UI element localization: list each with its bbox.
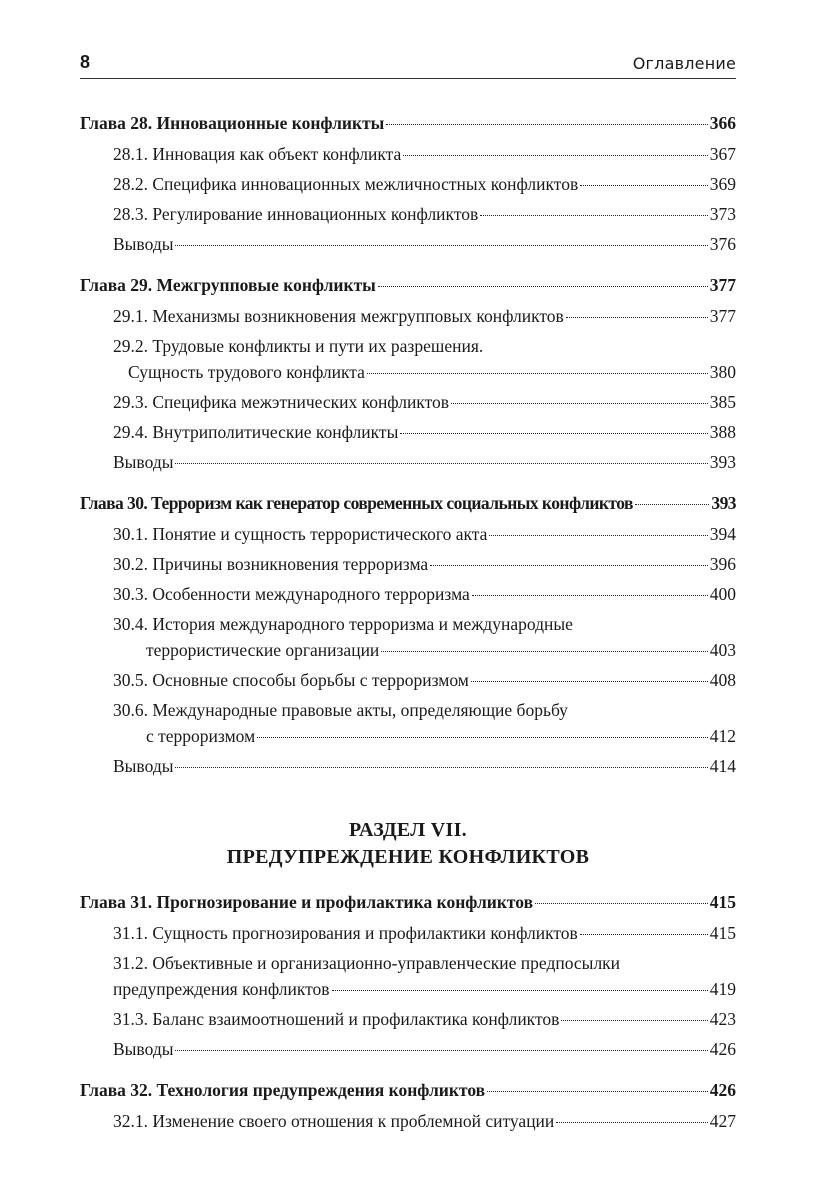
toc-item-31-conclusions[interactable] <box>80 1036 736 1062</box>
dot-leader <box>175 463 707 464</box>
section-number: РАЗДЕЛ VII. <box>349 819 467 841</box>
toc-item-30-6[interactable] <box>80 697 736 749</box>
dot-leader <box>257 737 708 738</box>
dot-leader <box>556 1122 707 1123</box>
chapter-title: Глава 28. Инновационные конфликты <box>80 113 385 133</box>
dot-leader <box>175 1050 707 1051</box>
item-label: 30.5. Основные способы борьбы с терроризмом <box>113 670 469 690</box>
dot-leader <box>535 903 708 904</box>
chapter-title: Глава 32. Технология предупреждения конфликтов <box>80 1080 486 1100</box>
page-ref: 403 <box>709 640 736 660</box>
dot-leader <box>175 245 707 246</box>
toc-chapter-28[interactable] <box>80 110 736 136</box>
page-ref: 400 <box>709 584 736 604</box>
item-label: 30.1. Понятие и сущность террористического акта <box>113 524 488 544</box>
page-ref: 367 <box>709 144 736 164</box>
dot-leader <box>400 433 707 434</box>
item-label: 29.1. Механизмы возникновения межгрупповых конфликтов <box>113 306 564 326</box>
page-ref: 394 <box>709 524 736 544</box>
item-label: террористические организации <box>146 640 380 660</box>
page-ref: 426 <box>709 1080 736 1100</box>
dot-leader <box>580 934 708 935</box>
item-label: предупреждения конфликтов <box>113 979 330 999</box>
page-ref: 393 <box>711 493 736 513</box>
toc-item-28-3[interactable] <box>80 201 736 227</box>
dot-leader <box>381 651 707 652</box>
dot-leader <box>332 990 708 991</box>
dot-leader <box>175 767 707 768</box>
page-ref: 380 <box>709 362 736 382</box>
dot-leader <box>378 286 708 287</box>
toc-chapter-32[interactable] <box>80 1077 736 1103</box>
toc-item-30-5[interactable] <box>80 667 736 693</box>
dot-leader <box>566 317 708 318</box>
dot-leader <box>487 1091 708 1092</box>
page-ref: 426 <box>709 1039 736 1059</box>
dot-leader <box>451 403 708 404</box>
toc-item-31-1[interactable] <box>80 920 736 946</box>
page-ref: 423 <box>709 1009 736 1029</box>
item-label: 31.1. Сущность прогнозирования и профилактики конфликтов <box>113 923 578 943</box>
chapter-title: Глава 30. Терроризм как генератор современных социальных конфликтов <box>80 493 633 513</box>
dot-leader <box>471 681 708 682</box>
toc-chapter-29[interactable] <box>80 272 736 298</box>
item-label: 29.3. Специфика межэтнических конфликтов <box>113 392 450 412</box>
page-ref: 376 <box>709 234 736 254</box>
dot-leader <box>386 124 707 125</box>
table-of-contents <box>80 110 736 1134</box>
item-label-line1: 30.6. Международные правовые акты, определяющие борьбу <box>113 700 568 720</box>
toc-item-28-conclusions[interactable] <box>80 231 736 257</box>
item-label: 29.4. Внутриполитические конфликты <box>113 422 399 442</box>
dot-leader <box>403 155 707 156</box>
dot-leader <box>472 595 708 596</box>
item-label: Выводы <box>113 234 174 254</box>
page-ref: 377 <box>709 275 736 295</box>
toc-chapter-31[interactable] <box>80 889 736 915</box>
item-label-line1: 29.2. Трудовые конфликты и пути их разрешения. <box>113 336 484 356</box>
page-ref: 408 <box>709 670 736 690</box>
item-label: 28.3. Регулирование инновационных конфликтов <box>113 204 479 224</box>
dot-leader <box>430 565 708 566</box>
toc-item-30-conclusions[interactable] <box>80 753 736 779</box>
chapter-title: Глава 29. Межгрупповые конфликты <box>80 275 376 295</box>
page-ref: 414 <box>709 756 736 776</box>
page-header <box>80 52 736 79</box>
running-title: Оглавление <box>632 54 736 73</box>
toc-chapter-30[interactable] <box>80 490 736 516</box>
toc-item-29-2[interactable] <box>80 333 736 385</box>
chapter-title: Глава 31. Прогнозирование и профилактика конфликтов <box>80 892 534 912</box>
toc-item-30-2[interactable] <box>80 551 736 577</box>
section-heading <box>80 817 736 871</box>
page-ref: 419 <box>709 979 736 999</box>
page-ref: 396 <box>709 554 736 574</box>
dot-leader <box>367 373 708 374</box>
page-ref: 369 <box>709 174 736 194</box>
toc-item-30-1[interactable] <box>80 521 736 547</box>
item-label: с терроризмом <box>146 726 256 746</box>
item-label: 31.3. Баланс взаимоотношений и профилактика конфликтов <box>113 1009 560 1029</box>
section-title: ПРЕДУПРЕЖДЕНИЕ КОНФЛИКТОВ <box>226 846 590 868</box>
page-ref: 393 <box>709 452 736 472</box>
item-label: Выводы <box>113 1039 174 1059</box>
toc-item-29-1[interactable] <box>80 303 736 329</box>
page-ref: 415 <box>709 892 736 912</box>
item-label-line1: 30.4. История международного терроризма и международные <box>113 614 573 634</box>
item-label: Сущность трудового конфликта <box>128 362 365 382</box>
item-label: 28.2. Специфика инновационных межличностных конфликтов <box>113 174 579 194</box>
toc-item-31-2[interactable] <box>80 950 736 1002</box>
page-ref: 373 <box>709 204 736 224</box>
toc-item-32-1[interactable] <box>80 1108 736 1134</box>
toc-item-29-conclusions[interactable] <box>80 449 736 475</box>
toc-item-30-4[interactable] <box>80 611 736 663</box>
dot-leader <box>480 215 708 216</box>
dot-leader <box>489 535 707 536</box>
toc-item-28-1[interactable] <box>80 141 736 167</box>
page-ref: 388 <box>709 422 736 442</box>
item-label: 30.3. Особенности международного терроризма <box>113 584 470 604</box>
toc-item-28-2[interactable] <box>80 171 736 197</box>
item-label-line1: 31.2. Объективные и организационно-управленческие предпосылки <box>113 953 621 973</box>
page-number: 8 <box>80 52 91 72</box>
item-label: 32.1. Изменение своего отношения к проблемной ситуации <box>113 1111 555 1131</box>
page-ref: 415 <box>709 923 736 943</box>
page-ref: 377 <box>709 306 736 326</box>
toc-item-29-3[interactable] <box>80 389 736 415</box>
toc-item-29-4[interactable] <box>80 419 736 445</box>
item-label: 30.2. Причины возникновения терроризма <box>113 554 429 574</box>
page-ref: 385 <box>709 392 736 412</box>
item-label: 28.1. Инновация как объект конфликта <box>113 144 402 164</box>
dot-leader <box>561 1020 707 1021</box>
toc-item-30-3[interactable] <box>80 581 736 607</box>
item-label: Выводы <box>113 452 174 472</box>
page-ref: 412 <box>709 726 736 746</box>
page-ref: 427 <box>709 1111 736 1131</box>
page-ref: 366 <box>709 113 736 133</box>
dot-leader <box>580 185 708 186</box>
item-label: Выводы <box>113 756 174 776</box>
dot-leader <box>635 504 710 505</box>
toc-item-31-3[interactable] <box>80 1006 736 1032</box>
